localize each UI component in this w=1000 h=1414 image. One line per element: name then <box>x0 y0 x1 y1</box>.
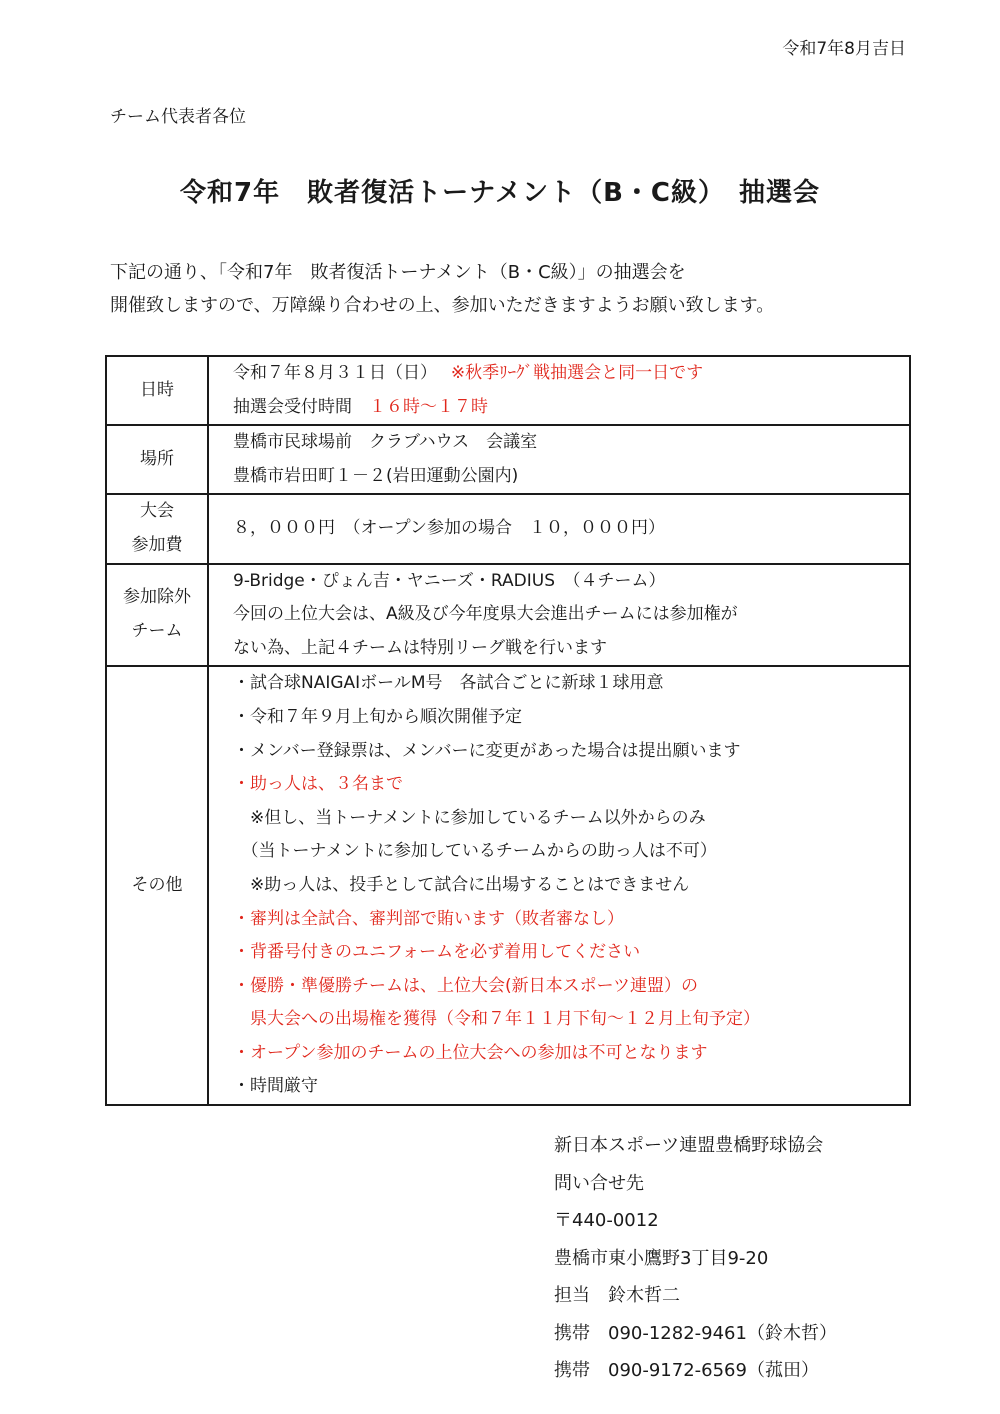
fee-text: ８，０００円 （オープン参加の場合 １０，０００円） <box>233 518 665 539</box>
list-item: ・試合球NAIGAIボールM号 各試合ごとに新球１球用意 <box>233 673 664 694</box>
address: 豊橋市東小鷹野3丁目9-20 <box>554 1247 769 1269</box>
contact-label: 問い合せ先 <box>554 1172 644 1194</box>
place-name: 豊橋市民球場前 クラブハウス 会議室 <box>233 432 538 453</box>
contact-person: 担当 鈴木哲二 <box>554 1285 680 1306</box>
list-item: ・審判は全試合、審判部で賄います（敗者審なし） <box>233 908 624 929</box>
content-other <box>208 666 910 1105</box>
info-table <box>105 355 911 1106</box>
label-datetime: 日時 <box>106 356 208 425</box>
list-item: ・背番号付きのユニフォームを必ず着用してください <box>233 942 641 963</box>
list-item: 県大会への出場権を獲得（令和７年１１月下旬～１２月上旬予定） <box>233 1009 760 1030</box>
intro-line: 下記の通り、「令和7年 敗者復活トーナメント（B・C級）」の抽選会を <box>110 262 686 283</box>
content-place <box>208 425 910 494</box>
intro-paragraph <box>110 256 774 322</box>
phone-2: 携帯 090-9172-6569（菰田） <box>554 1360 819 1381</box>
list-item: ・助っ人は、３名まで <box>233 774 403 795</box>
excluded-reason: ない為、上記４チームは特別リーグ戦を行います <box>233 637 607 658</box>
place-address: 豊橋市岩田町１－２(岩田運動公園内) <box>233 465 519 486</box>
content-excluded <box>208 564 910 667</box>
list-item: ・優勝・準優勝チームは、上位大会(新日本スポーツ連盟）の <box>233 975 698 996</box>
phone-1: 携帯 090-1282-9461（鈴木哲） <box>554 1322 837 1344</box>
list-item: ・オープン参加のチームの上位大会への参加は不可となります <box>233 1042 708 1063</box>
row-place <box>106 425 910 494</box>
event-date: 令和７年８月３１日（日） <box>233 363 429 383</box>
content-fee <box>208 494 910 563</box>
list-item: ※但し、当トーナメントに参加しているチーム以外からのみ <box>233 807 706 828</box>
list-item: （当トーナメントに参加しているチームからの助っ人は不可） <box>233 841 717 862</box>
content-datetime <box>208 356 910 425</box>
excluded-teams: 9-Bridge・ぴょん吉・ヤニーズ・RADIUS （４チーム） <box>233 570 666 591</box>
row-other <box>106 666 910 1105</box>
row-fee <box>106 494 910 563</box>
document-title: 令和7年 敗者復活トーナメント（B・C級） 抽選会 <box>180 178 820 208</box>
date-note: ※秋季ﾘｰｸﾞ戦抽選会と同一日です <box>450 363 704 383</box>
label-excluded: 参加除外 チーム <box>106 564 208 667</box>
contact-block <box>554 1127 837 1390</box>
addressee: チーム代表者各位 <box>110 107 246 127</box>
intro-line: 開催致しますので、万障繰り合わせの上、参加いただきますようお願い致します。 <box>110 295 775 316</box>
reception-label: 抽選会受付時間 <box>233 396 352 417</box>
row-excluded <box>106 564 910 667</box>
document-date: 令和7年8月吉日 <box>782 39 906 59</box>
list-item: ・令和７年９月上旬から順次開催予定 <box>233 706 522 727</box>
list-item: ・時間厳守 <box>233 1076 318 1097</box>
excluded-reason: 今回の上位大会は、A級及び今年度県大会進出チームには参加権が <box>233 604 738 625</box>
postal-code: 〒440-0012 <box>554 1210 659 1231</box>
list-item: ※助っ人は、投手として試合に出場することはできません <box>233 874 690 895</box>
list-item: ・メンバー登録票は、メンバーに変更があった場合は提出願います <box>233 740 741 761</box>
label-fee: 大会 参加費 <box>106 494 208 563</box>
org-name: 新日本スポーツ連盟豊橋野球協会 <box>554 1135 824 1156</box>
reception-time: １６時～１７時 <box>369 396 488 417</box>
label-other: その他 <box>106 666 208 1105</box>
row-datetime <box>106 356 910 425</box>
label-place: 場所 <box>106 425 208 494</box>
